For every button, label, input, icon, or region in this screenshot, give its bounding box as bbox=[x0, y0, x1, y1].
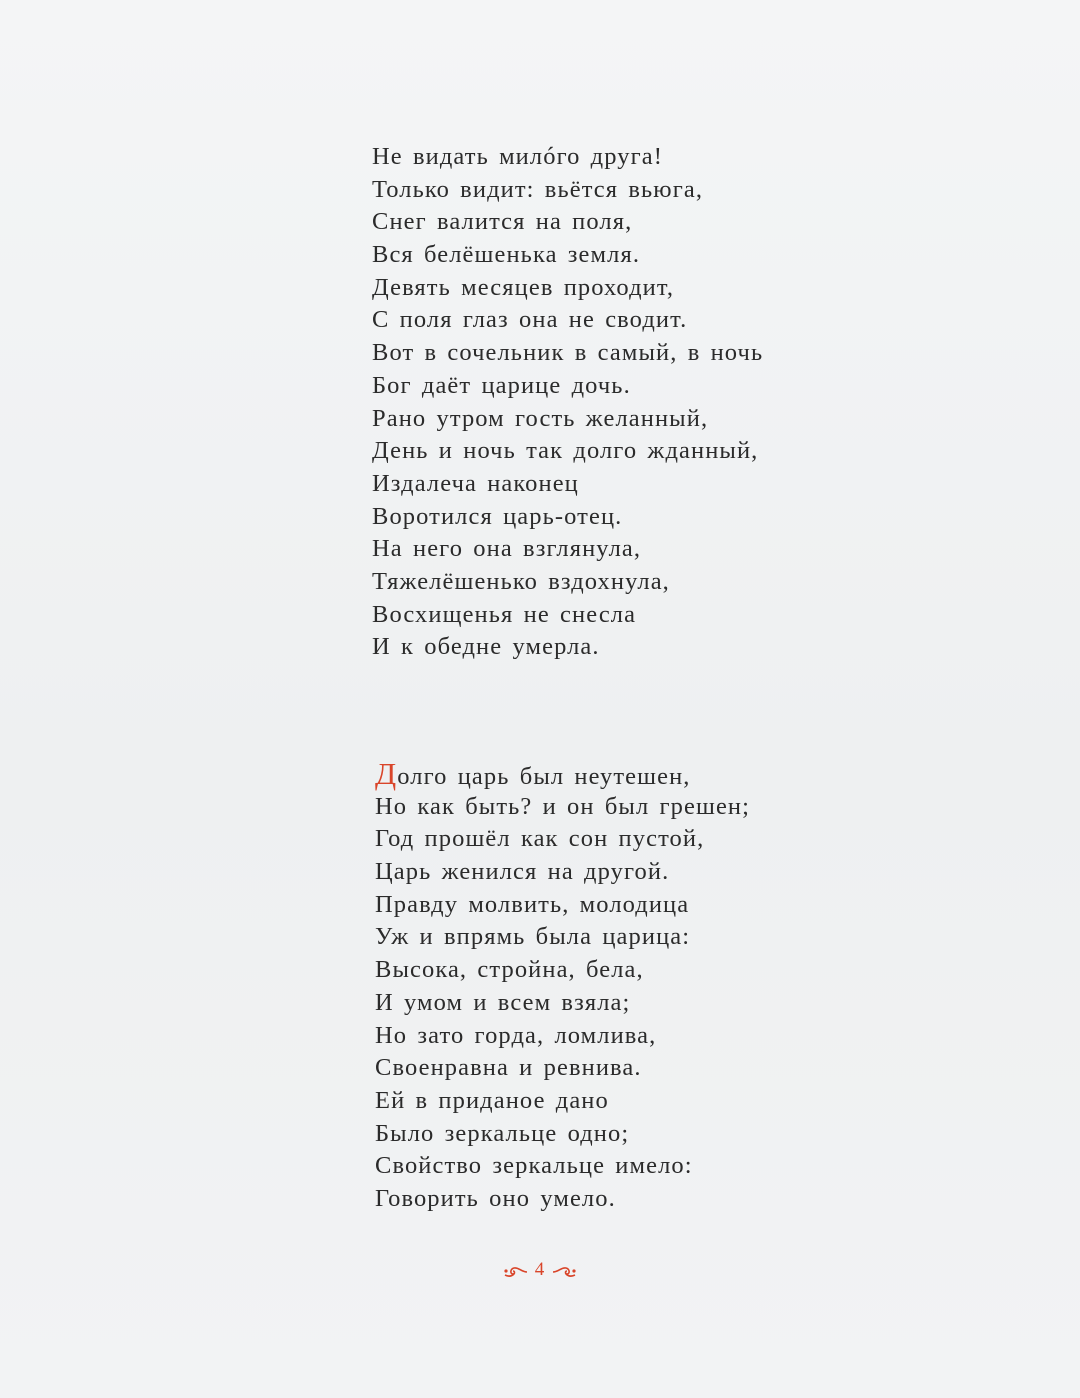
verse-line: Говорить оно умело. bbox=[375, 1184, 616, 1212]
verse-line: Воротился царь-отец. bbox=[372, 502, 623, 530]
verse-line: И к обедне умерла. bbox=[372, 633, 600, 661]
verse-line: Бог даёт царице дочь. bbox=[372, 371, 631, 399]
verse-line-first bbox=[375, 758, 750, 791]
verse-line: Высока, стройна, бела, bbox=[375, 956, 644, 984]
verse-line: И умом и всем взяла; bbox=[375, 988, 631, 1016]
flourish-left-icon bbox=[503, 1263, 529, 1277]
verse-line: Царь женился на другой. bbox=[375, 858, 670, 886]
first-line-text: олго царь был неутешен, bbox=[397, 763, 691, 790]
verse-line: Девять месяцев проходит, bbox=[372, 273, 675, 301]
verse-line: На него она взглянула, bbox=[372, 535, 642, 563]
verse-line: Правду молвить, молодица bbox=[375, 890, 690, 918]
verse-line: Только видит: вьётся вьюга, bbox=[372, 175, 704, 203]
verse-line: Вот в сочельник в самый, в ночь bbox=[372, 339, 764, 367]
verse-line: Не видать милóго друга! bbox=[372, 143, 664, 170]
verse-line: С поля глаз она не сводит. bbox=[372, 306, 688, 334]
verse-line: Но зато горда, ломлива, bbox=[375, 1021, 657, 1049]
verse-line: Своенравна и ревнива. bbox=[375, 1054, 642, 1082]
flourish-right-icon bbox=[551, 1263, 577, 1277]
verse-line: Свойство зеркальце имело: bbox=[375, 1152, 693, 1180]
verse-line: День и ночь так долго жданный, bbox=[372, 437, 759, 465]
verse-line: Снег валится на поля, bbox=[372, 208, 633, 236]
verse-line: Тяжелёшенько вздохнула, bbox=[372, 567, 670, 595]
drop-cap: Д bbox=[375, 756, 398, 791]
page-footer bbox=[0, 1258, 1080, 1281]
verse-line: Уж и впрямь была царица: bbox=[375, 923, 691, 951]
stanza-2 bbox=[375, 758, 750, 1216]
page-number: 4 bbox=[534, 1258, 546, 1280]
verse-line: Восхищенья не снесла bbox=[372, 600, 637, 628]
verse-line: Вся белёшенька земля. bbox=[372, 241, 641, 269]
verse-line: Но как быть? и он был грешен; bbox=[375, 792, 751, 820]
stanza-1 bbox=[372, 141, 763, 664]
verse-line: Издалеча наконец bbox=[372, 469, 579, 497]
verse-line: Год прошёл как сон пустой, bbox=[375, 825, 705, 853]
verse-line: Рано утром гость желанный, bbox=[372, 404, 709, 432]
verse-line: Ей в приданое дано bbox=[375, 1086, 609, 1114]
verse-line: Было зеркальце одно; bbox=[375, 1119, 630, 1147]
